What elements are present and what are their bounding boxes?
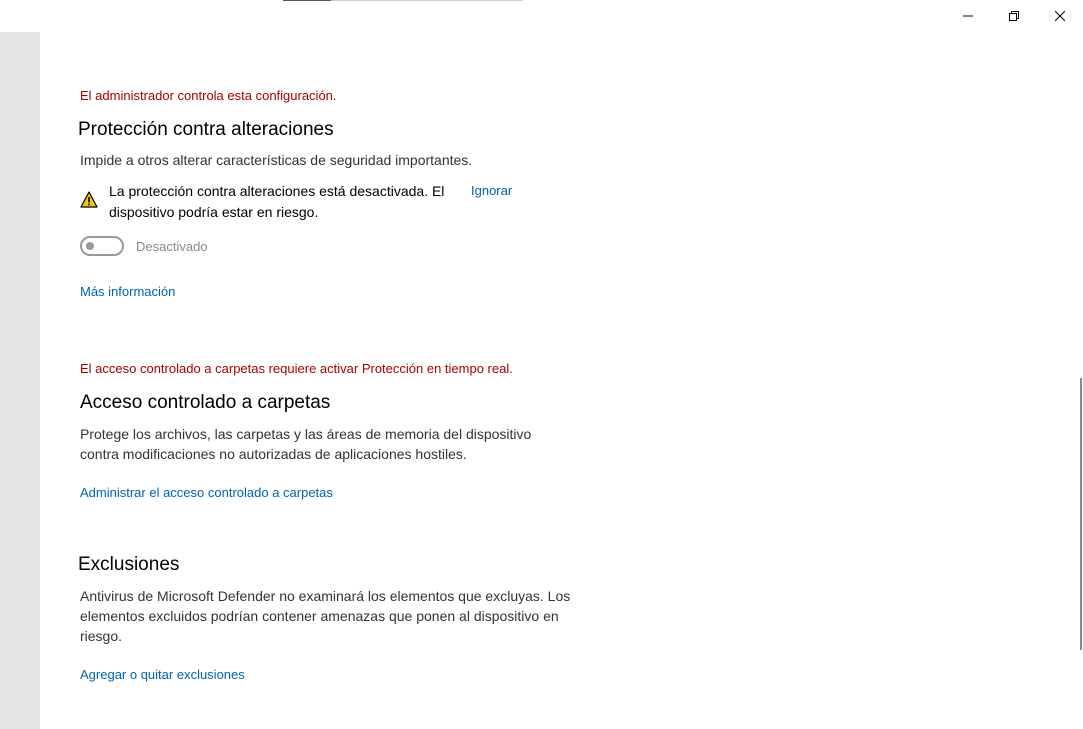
minimize-button[interactable] [945, 0, 991, 32]
more-info-link[interactable]: Más información [80, 284, 176, 299]
manage-exclusions-link[interactable]: Agregar o quitar exclusiones [80, 667, 245, 682]
tamper-warning-text: La protección contra alteraciones está desactivada. El dispositivo podría estar en riesgo. [109, 183, 445, 220]
tamper-protection-toggle[interactable] [80, 236, 124, 256]
folder-access-description: Protege los archivos, las carpetas y las áreas de memoria del dispositivo contra modificaciones no autorizadas de aplicaciones hostiles. [80, 426, 532, 462]
warning-icon [80, 191, 98, 208]
window-controls [945, 0, 1083, 32]
exclusions-description: Antivirus de Microsoft Defender no examinará los elementos que excluyas. Los elementos excluidos podrían contener amenazas que ponen al dispositivo en riesgo. [80, 588, 571, 644]
manage-folder-access-link[interactable]: Administrar el acceso controlado a carpetas [80, 485, 333, 500]
minimize-icon [963, 11, 973, 21]
restore-icon [1009, 11, 1019, 21]
tamper-section-title: Protección contra alteraciones [78, 119, 334, 140]
tamper-admin-note: El administrador controla esta configuración. [80, 88, 337, 103]
folder-access-section-title: Acceso controlado a carpetas [80, 392, 331, 413]
ignore-link[interactable]: Ignorar [471, 183, 513, 198]
tamper-toggle-row [80, 236, 208, 256]
navigation-pane [0, 32, 40, 729]
close-icon [1055, 11, 1065, 21]
toggle-knob [86, 242, 94, 250]
active-tab-underline [283, 0, 331, 1]
top-tab-indicator [283, 0, 523, 1]
tamper-description: Impide a otros alterar características de seguridad importantes. [80, 152, 473, 168]
folder-access-admin-note: El acceso controlado a carpetas requiere activar Protección en tiempo real. [80, 361, 513, 376]
vertical-scrollbar[interactable] [1080, 378, 1082, 650]
toggle-state-label: Desactivado [136, 238, 208, 254]
close-button[interactable] [1037, 0, 1083, 32]
exclusions-section-title: Exclusiones [78, 554, 180, 575]
restore-button[interactable] [991, 0, 1037, 32]
